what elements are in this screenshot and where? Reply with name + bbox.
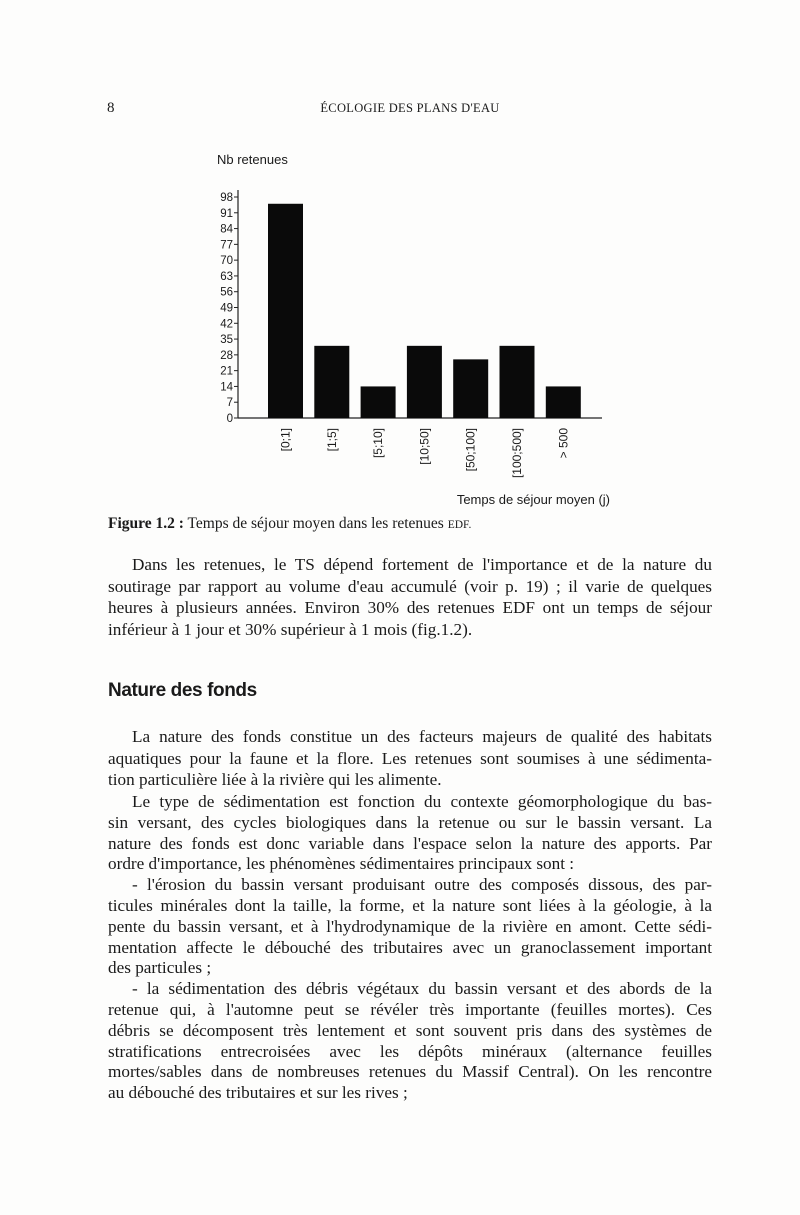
y-tick-label: 0 <box>226 413 233 425</box>
bar <box>268 204 303 418</box>
y-tick-label: 84 <box>220 223 233 236</box>
text-line: stratifications entrecroisées avec les dépôts minéraux (alternance feuilles <box>108 1041 712 1061</box>
y-tick-label: 7 <box>226 397 233 410</box>
bar <box>500 346 535 418</box>
y-tick-label: 98 <box>220 192 233 204</box>
text-line: aquatiques pour la faune et la flore. Les retenues sont soumises à une sédimenta- <box>108 748 712 768</box>
x-tick-label: [50;100] <box>463 428 478 472</box>
text-line: débris se décomposent très lentement et sont souvent pris dans des systèmes de <box>108 1020 712 1040</box>
text-line: tion particulière liée à la rivière qui les alimente. <box>108 770 442 789</box>
x-tick-label: [10;50] <box>417 428 432 465</box>
x-tick-label: [5;10] <box>371 428 386 459</box>
text-line: sin versant, des cycles biologiques dans la retenue ou sur le bassin versant. La <box>108 812 712 832</box>
text-line: ticules minérales dont la taille, la forme, et la nature sont liées à la géologie, à la <box>108 895 712 915</box>
figure-caption <box>108 515 471 533</box>
text-line: - l'érosion du bassin versant produisant outre des composés dissous, des par- <box>132 875 712 895</box>
paragraph-sedimentation <box>108 792 712 1104</box>
x-axis-label: Temps de séjour moyen (j) <box>456 492 610 507</box>
text-line: ordre d'importance, les phénomènes sédimentaires principaux sont : <box>108 854 575 874</box>
x-tick-label: > 500 <box>556 428 571 459</box>
text-line: inférieur à 1 jour et 30% supérieur à 1 mois (fig.1.2). <box>108 619 473 639</box>
text-line: Dans les retenues, le TS dépend fortement de l'importance et de la nature du <box>132 555 712 574</box>
page-number: 8 <box>107 100 115 116</box>
text-line: pente du bassin versant, et à l'hydrodynamique de la rivière en amont. Cette sédi- <box>108 916 712 936</box>
bar <box>453 359 488 418</box>
text-line: nature des fonds est donc variable dans l'espace selon la nature des apports. Par <box>108 833 712 853</box>
figure-label: Figure 1.2 : <box>108 515 184 532</box>
text-line: La nature des fonds constitue un des facteurs majeurs de qualité des habitats <box>132 727 712 746</box>
text-line: mortes/sables dans de nombreuses retenues du Massif Central). On les rencontre <box>108 1062 712 1082</box>
y-tick-label: 56 <box>220 286 233 299</box>
x-tick-label: [100;500] <box>510 428 524 479</box>
y-axis-label: Nb retenues <box>217 152 288 167</box>
text-line: soutirage par rapport au volume d'eau accumulé (voir p. 19) ; il varie de quelques <box>108 576 712 596</box>
caption-abbr: EDF. <box>447 519 472 531</box>
text-line: au débouché des tributaires et sur les rives ; <box>108 1083 408 1103</box>
paragraph-residence-time <box>108 554 712 640</box>
y-tick-label: 70 <box>220 255 233 268</box>
paragraph-intro-bottoms <box>108 726 712 791</box>
y-tick-label: 91 <box>220 207 233 220</box>
bar-chart <box>0 0 800 515</box>
y-tick-label: 77 <box>220 239 233 252</box>
section-heading: Nature des fonds <box>108 680 257 701</box>
bar <box>546 386 581 418</box>
x-tick-label: [0;1] <box>278 428 293 452</box>
bar <box>361 386 396 418</box>
bar <box>407 346 442 418</box>
text-line: - la sédimentation des débris végétaux du bassin versant et des abords de la <box>132 979 712 999</box>
text-line: mentation affecte le débouché des tributaires avec un granoclassement important <box>108 937 712 957</box>
text-line: heures à plusieurs années. Environ 30% des retenues EDF ont un temps de séjour <box>108 598 712 617</box>
y-tick-label: 35 <box>220 334 233 347</box>
y-tick-label: 63 <box>220 270 233 283</box>
text-line: Le type de sédimentation est fonction du contexte géomorphologique du bas- <box>132 792 712 811</box>
running-title: ÉCOLOGIE DES PLANS D'EAU <box>320 101 500 115</box>
y-tick-label: 14 <box>220 381 233 394</box>
y-tick-label: 21 <box>220 365 233 378</box>
caption-text: Temps de séjour moyen dans les retenues <box>183 515 448 532</box>
text-line: des particules ; <box>108 958 212 978</box>
y-tick-label: 42 <box>220 318 233 331</box>
x-tick-label: [1;5] <box>324 428 339 452</box>
bar <box>314 346 349 418</box>
text-line: retenue qui, à l'automne peut se révéler très importante (feuilles mortes). Ces <box>108 999 712 1019</box>
y-tick-label: 28 <box>220 349 233 362</box>
y-tick-label: 49 <box>220 302 233 315</box>
